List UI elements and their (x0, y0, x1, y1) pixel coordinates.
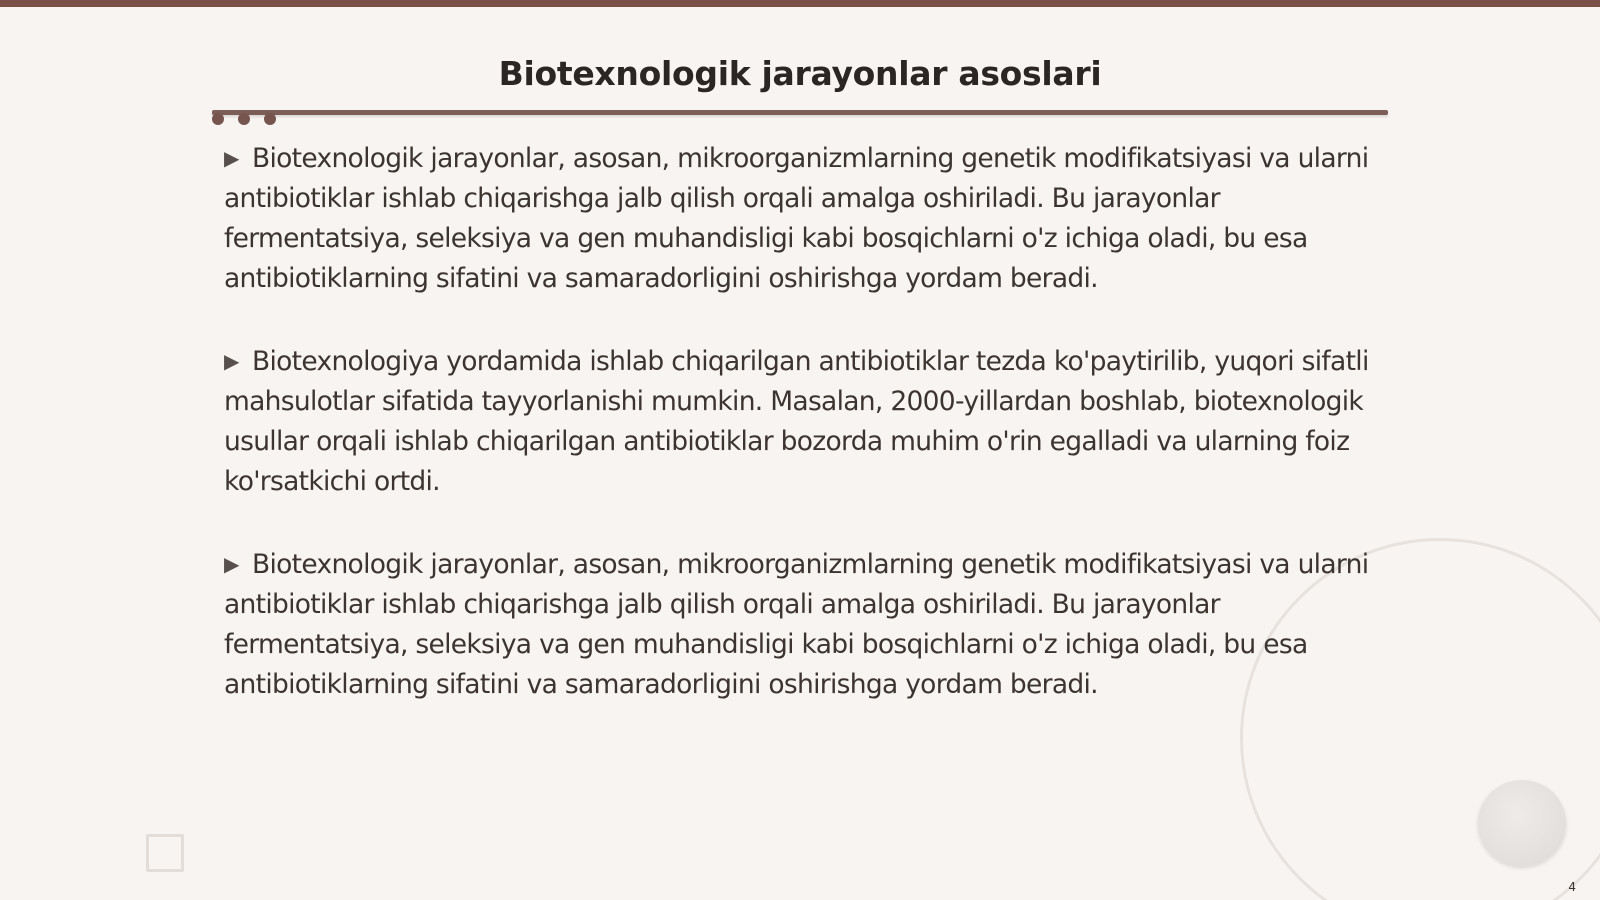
paragraph-text: Biotexnologik jarayonlar, asosan, mikroorganizmlarning genetik modifikatsiyasi va ularni antibiotiklar ishlab chiqarishga jalb qilish orqali amalga oshiriladi. Bu jarayonlar fermentatsiya, seleksiya va gen muhandisligi kabi bosqichlarni o'z ichiga oladi, bu esa antibiotiklarning sifatini va samaradorligini oshirishga yordam beradi. (224, 143, 1369, 294)
bullet-arrow-icon: ▶ (224, 146, 239, 170)
decorative-square (146, 834, 184, 872)
decorative-dot (238, 113, 250, 125)
page-number: 4 (1568, 880, 1576, 894)
decorative-dot (264, 113, 276, 125)
bullet-arrow-icon: ▶ (224, 349, 239, 373)
bullet-list (224, 138, 1384, 747)
decorative-dot (212, 113, 224, 125)
decorative-ball (1478, 780, 1566, 866)
bullet-paragraph (224, 341, 1384, 502)
title-underline (212, 110, 1388, 115)
bullet-paragraph (224, 544, 1384, 705)
slide-title: Biotexnologik jarayonlar asoslari (498, 54, 1102, 93)
paragraph-text: Biotexnologik jarayonlar, asosan, mikroorganizmlarning genetik modifikatsiyasi va ularni antibiotiklar ishlab chiqarishga jalb qilish orqali amalga oshiriladi. Bu jarayonlar fermentatsiya, seleksiya va gen muhandisligi kabi bosqichlarni o'z ichiga oladi, bu esa antibiotiklarning sifatini va samaradorligini oshirishga yordam beradi. (224, 549, 1369, 700)
top-accent-bar (0, 0, 1600, 7)
bullet-paragraph (224, 138, 1384, 299)
bullet-arrow-icon: ▶ (224, 552, 239, 576)
paragraph-text: Biotexnologiya yordamida ishlab chiqarilgan antibiotiklar tezda ko'paytirilib, yuqori sifatli mahsulotlar sifatida tayyorlanishi mumkin. Masalan, 2000-yillardan boshlab, biotexnologik usullar orqali ishlab chiqarilgan antibiotiklar bozorda muhim o'rin egalladi va ularning foiz ko'rsatkichi ortdi. (224, 346, 1369, 497)
